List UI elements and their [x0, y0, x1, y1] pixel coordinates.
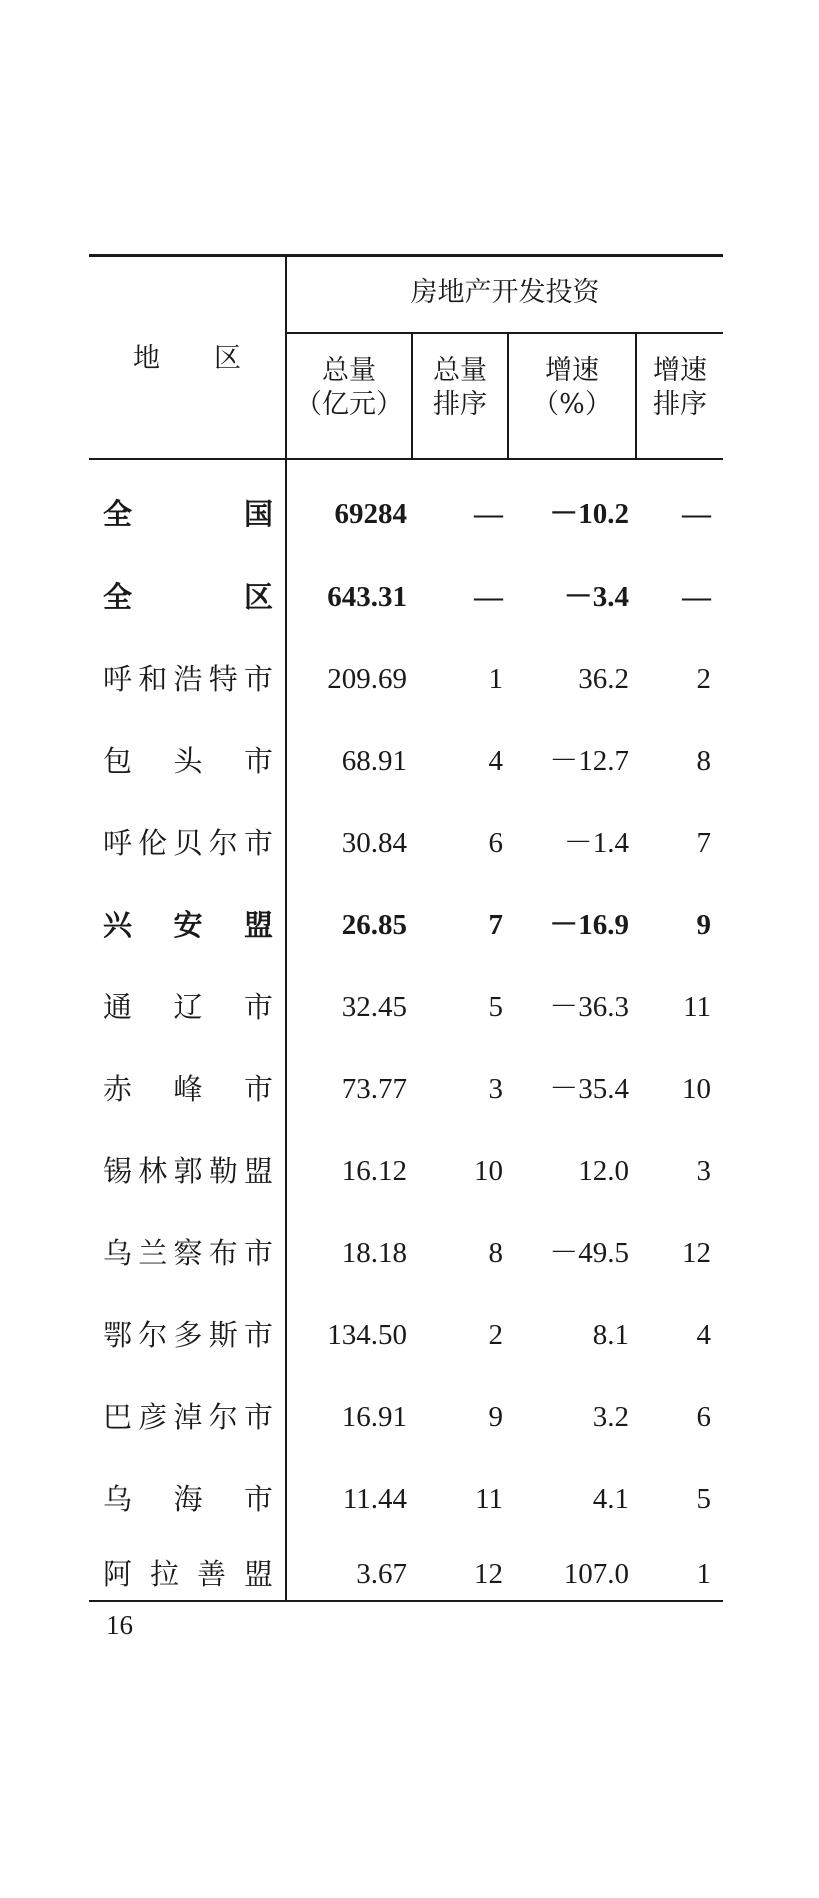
table-row-region: 鄂 尔 多 斯 市 [103, 1318, 273, 1352]
region-header: 地 区 [133, 343, 241, 374]
cell-growth-rank: 8 [696, 745, 711, 777]
cell-total: 30.84 [341, 827, 407, 859]
cell-growth-rank: 3 [696, 1155, 711, 1187]
cell-growth: 3.2 [592, 1401, 629, 1433]
cell-total-rank: — [474, 498, 503, 530]
cell-growth-rank: — [682, 581, 711, 613]
cell-growth-rank: 9 [696, 909, 711, 941]
col-header-growth: 增速 （%） [532, 355, 612, 420]
cell-total-rank: 3 [488, 1073, 503, 1105]
col-header-total: 总量 （亿元） [295, 355, 403, 420]
cell-growth-rank: 11 [683, 991, 711, 1023]
cell-total-rank: 8 [488, 1237, 503, 1269]
col-header-total-rank: 总量 排序 [433, 355, 487, 420]
cell-growth-rank: 10 [682, 1073, 711, 1105]
cell-total-rank: 4 [488, 745, 503, 777]
cell-growth: －12.7 [549, 745, 629, 777]
cell-total: 68.91 [341, 745, 407, 777]
cell-total: 73.77 [341, 1073, 407, 1105]
cell-total-rank: — [474, 581, 503, 613]
table-row-region: 乌 海 市 [103, 1482, 273, 1516]
cell-growth: 36.2 [578, 663, 629, 695]
cell-growth-rank: 7 [696, 827, 711, 859]
cell-growth-rank: 1 [696, 1558, 711, 1590]
cell-growth-rank: 6 [696, 1401, 711, 1433]
cell-total-rank: 6 [488, 827, 503, 859]
table-row-region: 通 辽 市 [103, 990, 273, 1024]
table-row-region: 乌 兰 察 布 市 [103, 1236, 273, 1270]
cell-growth: －35.4 [549, 1073, 629, 1105]
table-row-region: 阿 拉 善 盟 [103, 1557, 273, 1591]
table-bottom-rule [89, 1600, 723, 1602]
cell-growth: 8.1 [592, 1319, 629, 1351]
cell-total: 16.12 [341, 1155, 407, 1187]
table-row-region: 兴 安 盟 [103, 908, 273, 942]
cell-growth: －36.3 [549, 991, 629, 1023]
page-number: 16 [106, 1610, 133, 1640]
table-row-region: 包 头 市 [103, 744, 273, 778]
table-row-region: 呼 和 浩 特 市 [103, 662, 273, 696]
table-row-region: 锡 林 郭 勒 盟 [103, 1154, 273, 1188]
cell-total-rank: 11 [475, 1483, 503, 1515]
cell-total-rank: 10 [474, 1155, 503, 1187]
cell-growth-rank: — [682, 498, 711, 530]
cell-total: 209.69 [327, 663, 407, 695]
cell-growth: －49.5 [549, 1237, 629, 1269]
group-header: 房地产开发投资 [410, 277, 600, 308]
cell-total-rank: 1 [488, 663, 503, 695]
col-header-growth-rank: 增速 排序 [653, 355, 707, 420]
cell-growth: 12.0 [578, 1155, 629, 1187]
table-row-region: 巴 彦 淖 尔 市 [103, 1400, 273, 1434]
cell-growth-rank: 5 [696, 1483, 711, 1515]
cell-growth-rank: 4 [696, 1319, 711, 1351]
cell-total-rank: 9 [488, 1401, 503, 1433]
cell-total-rank: 5 [488, 991, 503, 1023]
cell-total: 16.91 [341, 1401, 407, 1433]
cell-total-rank: 2 [488, 1319, 503, 1351]
table-row-region: 赤 峰 市 [103, 1072, 273, 1106]
group-header-rule [285, 332, 723, 334]
cell-total: 643.31 [327, 581, 407, 613]
table-top-rule [89, 254, 723, 257]
cell-growth: 4.1 [592, 1483, 629, 1515]
cell-total: 18.18 [341, 1237, 407, 1269]
cell-growth: －16.9 [549, 909, 629, 941]
cell-total: 134.50 [327, 1319, 407, 1351]
cell-growth: －1.4 [563, 827, 629, 859]
table-row-region: 全 国 [103, 497, 273, 531]
cell-total-rank: 12 [474, 1558, 503, 1590]
cell-growth: 107.0 [563, 1558, 629, 1590]
region-divider [285, 254, 287, 1602]
cell-growth: －3.4 [563, 581, 629, 613]
header-bottom-rule [89, 458, 723, 460]
table-row-region: 全 区 [103, 580, 273, 614]
cell-total-rank: 7 [488, 909, 503, 941]
cell-total: 32.45 [341, 991, 407, 1023]
cell-growth-rank: 2 [696, 663, 711, 695]
cell-total: 26.85 [341, 909, 407, 941]
cell-total: 11.44 [342, 1483, 407, 1515]
cell-total: 69284 [334, 498, 407, 530]
cell-total: 3.67 [356, 1558, 407, 1590]
table-row-region: 呼 伦 贝 尔 市 [103, 826, 273, 860]
cell-growth-rank: 12 [682, 1237, 711, 1269]
cell-growth: －10.2 [549, 498, 629, 530]
